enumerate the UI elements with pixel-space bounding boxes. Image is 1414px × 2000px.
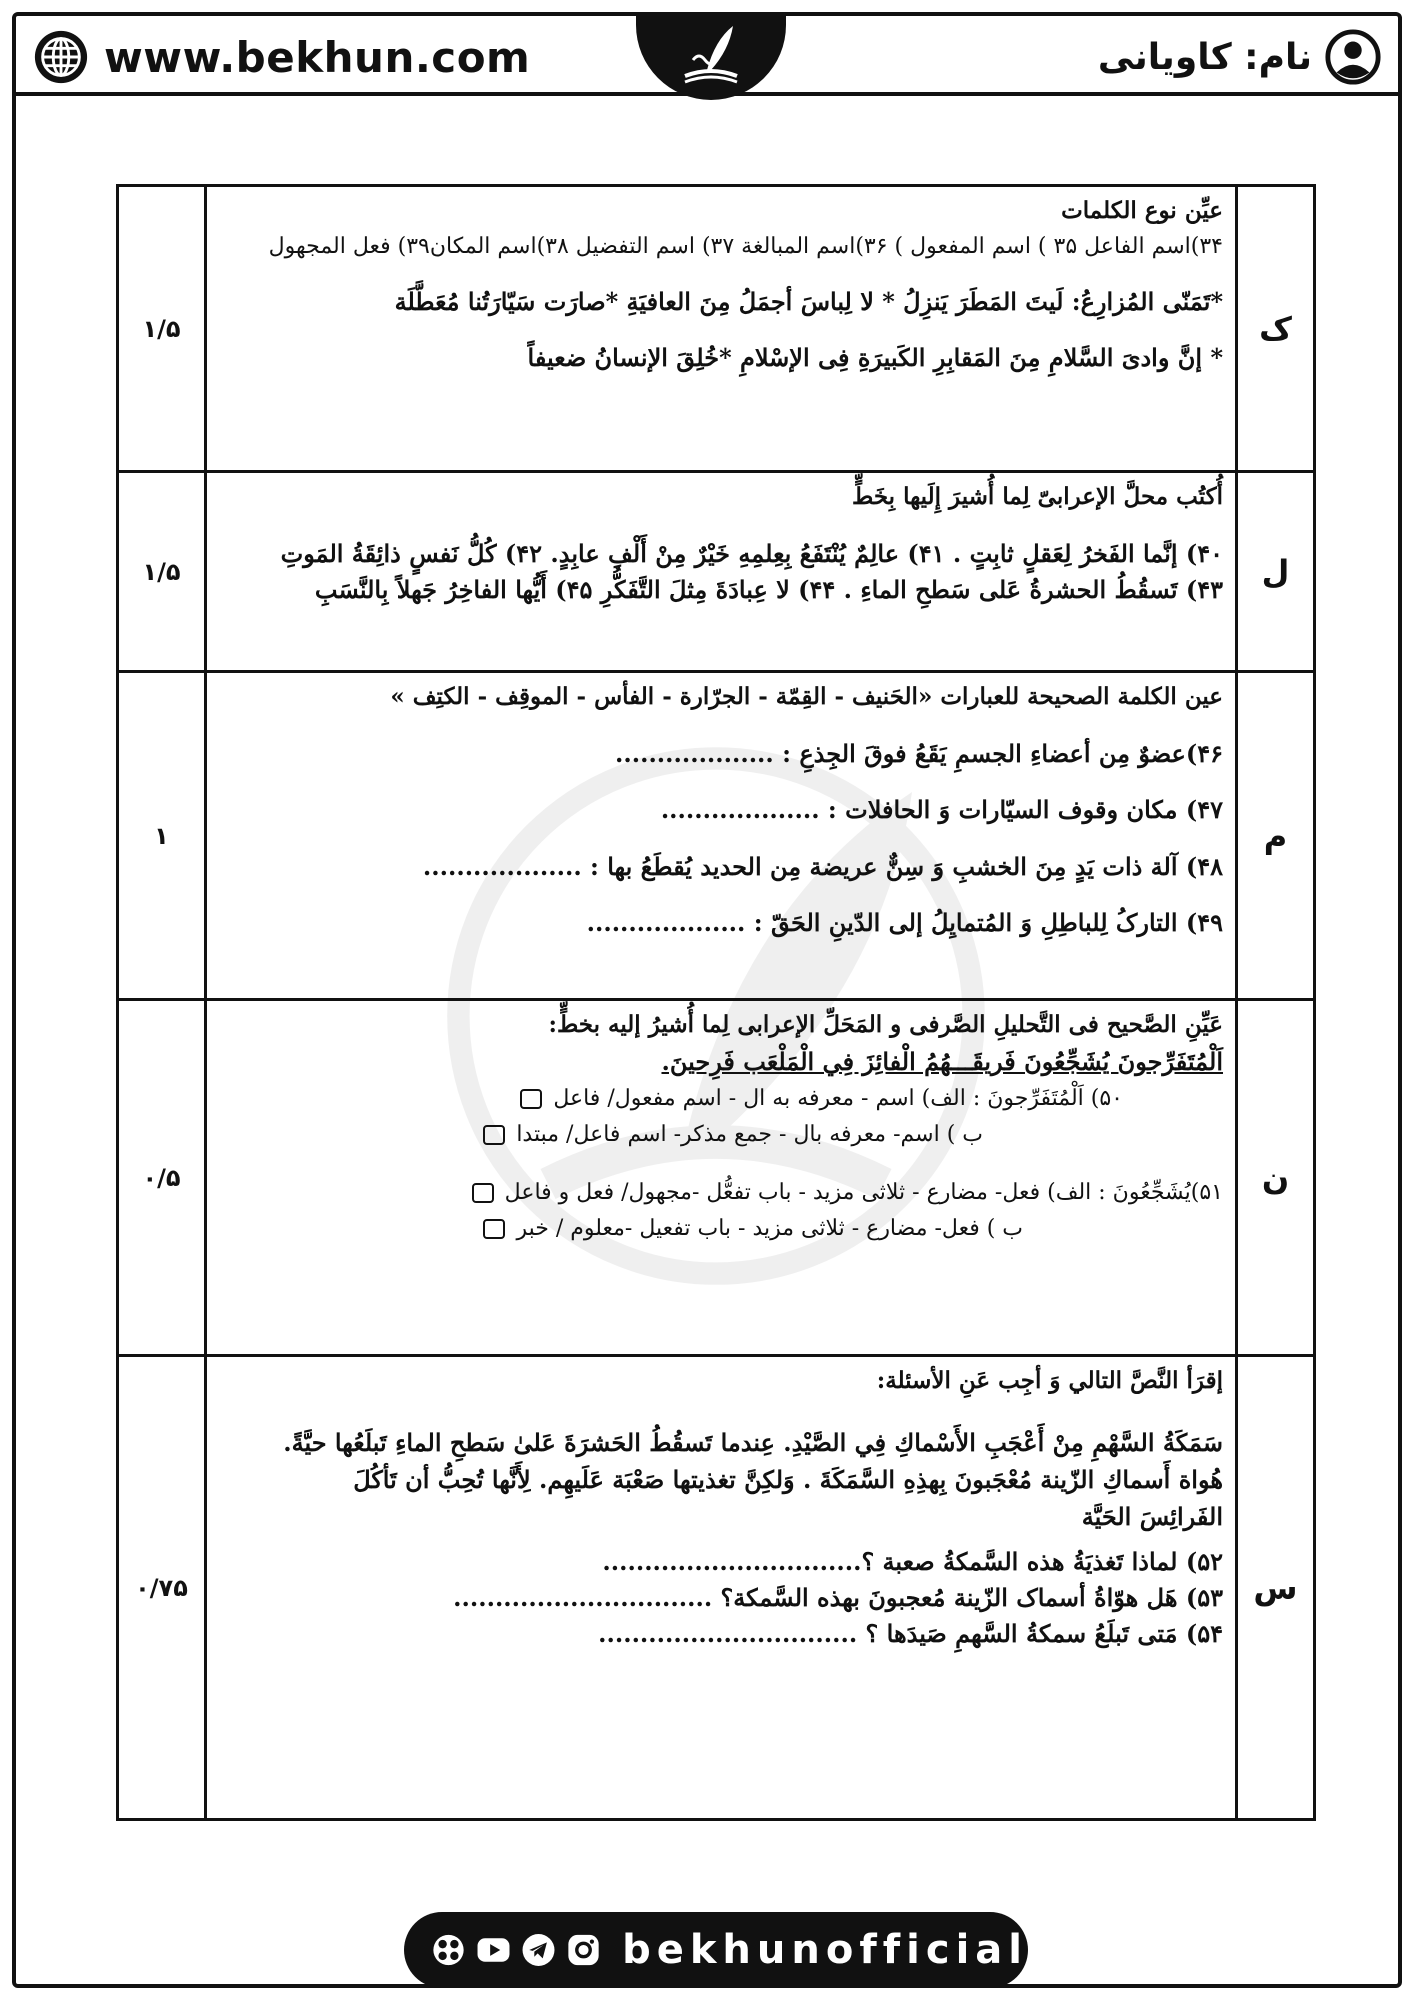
option-text: ب ) فعل- مضارع - ثلاثی مزید - باب تفعیل -معلوم / خبر (516, 1215, 1023, 1241)
section-score: ۱/۵ (118, 472, 206, 672)
question-title: أُکتُب محلَّ الإعرابیّ لِما أُشیرَ إِلَیها بِخَطٍّ (851, 483, 1223, 510)
exam-table (116, 184, 1316, 1821)
reading-paragraph (219, 1424, 1223, 1536)
website-url[interactable]: www.bekhun.com (104, 32, 531, 82)
feather-book-icon (671, 20, 751, 92)
question-title: عَیِّنِ الصَّحیح فی التَّحلیلِ الصَّرفی و المَحَلِّ الإعرابی لِما أُشیرُ إلیه بخطٍّ: (548, 1011, 1223, 1038)
page-frame (12, 12, 1402, 1988)
student-name: نام: کاویانی (1097, 36, 1312, 78)
section-letter: ن (1237, 1000, 1315, 1356)
comprehension-question[interactable]: ۵۳) هَل هوّاةُ أسماک الزّینة مُعجبونَ بهذه السَّمکة؟ ............................... (453, 1583, 1223, 1612)
aparat-icon[interactable] (430, 1928, 467, 1972)
section-score: ۱ (118, 672, 206, 1000)
option-row (219, 1084, 1223, 1114)
section-letter: ل (1237, 472, 1315, 672)
section-content (206, 186, 1237, 472)
page-header (16, 16, 1398, 96)
sentence-line: * إنَّ وادیَ السَّلامِ مِنَ المَقابِرِ الکَبیرَةِ فِی الإسْلامِ *خُلِقَ الإنسانُ ضعیفاً (527, 343, 1223, 373)
option-row (219, 1120, 1223, 1150)
instagram-icon[interactable] (565, 1928, 602, 1972)
brand-logo (636, 12, 786, 100)
paragraph-line: سَمَکَةُ السَّهْمِ مِنْ أَعْجَبِ الأَسْماكِ فِي الصَّيْدِ. عِندما تَسقُطُ الحَشرَةَ عَلیٰ سَطحِ الماءِ تَبلَعُها حیَّةً. (283, 1428, 1223, 1458)
question-title: عیِّن نوع الکلمات (1061, 197, 1223, 224)
telegram-icon[interactable] (520, 1928, 557, 1972)
section-score: ۰/۷۵ (118, 1356, 206, 1820)
youtube-icon[interactable] (475, 1928, 512, 1972)
option-checkbox[interactable] (520, 1089, 542, 1109)
section-content (206, 1356, 1237, 1820)
section-n (118, 1000, 1315, 1356)
globe-icon (32, 28, 90, 86)
sentence-line: ۴۳) تَسقُطُ الحشرةُ عَلی سَطحِ الماءِ . ۴۴) لا عِبادَةَ مِثلَ التَّفَکُّرِ ۴۵) أَیُّها الفاخِرُ جَهلاً بِالنَّسَبِ (314, 575, 1223, 605)
comprehension-question[interactable]: ۵۲) لماذا تَغذیَةُ هذه السَّمکةُ صعبة ؟............................... (602, 1546, 1223, 1576)
section-letter: ک (1237, 186, 1315, 472)
section-m (118, 672, 1315, 1000)
sentence-line: *تَمَنّی المُزارِعُ: لَیتَ المَطَرَ یَنزِلُ * لا لِباسَ أجمَلُ مِنَ العافیَةِ *صارَت سَیّارَتُنا مُعَطَّلَة (394, 286, 1223, 316)
word-types-list: ۳۴)اسم الفاعل ۳۵ ) اسم المفعول ) ۳۶)اسم المبالغة ۳۷) اسم التفضیل ۳۸)اسم المکان۳۹) فعل المجهول (268, 234, 1223, 260)
fill-in-question[interactable]: ۴۸) آلة ذات یَدٍ مِنَ الخشبِ وَ سِنٌّ عریضة مِن الحدید یُقطَعُ بها : ................... (422, 851, 1223, 881)
section-score: ۰/۵ (118, 1000, 206, 1356)
section-content (206, 1000, 1237, 1356)
fill-in-question[interactable]: ۴۶)عضوٌ مِن أعضاءِ الجسمِ یَقَعُ فوقَ الجِذعِ : ................... (615, 739, 1223, 769)
option-row (219, 1214, 1223, 1244)
section-score: ۱/۵ (118, 186, 206, 472)
analysis-sentence: اَلْمُتَفَرِّجونَ یُشَجِّعُونَ فَریقَـــهُمُ الْفائِزَ فِي الْمَلْعَب فَرِحینَ. (661, 1047, 1223, 1077)
fill-in-question[interactable]: ۴۹) التارکُ لِلباطِلِ وَ المُتمایِلُ إلی الدّینِ الحَقّ : ................... (586, 908, 1223, 938)
section-content (206, 472, 1237, 672)
paragraph-line: الفَرائِسَ الحَيَّة (1081, 1502, 1223, 1532)
section-l (118, 472, 1315, 672)
option-text: ۵۱)یُشَجِّعُونَ : الف) فعل- مضارع - ثلاثی مزید - باب تفعُّل -مجهول/ فعل و فاعل (504, 1179, 1223, 1205)
option-row (219, 1178, 1223, 1208)
option-text: ب ) اسم- معرفه بال - جمع مذکر- اسم فاعل/ مبتدا (516, 1122, 983, 1148)
footer-social-bar (404, 1912, 1028, 1988)
option-checkbox[interactable] (483, 1125, 505, 1145)
social-handle[interactable]: bekhunofficial (622, 1927, 1028, 1973)
option-checkbox[interactable] (483, 1219, 505, 1239)
student-name-block (1098, 28, 1382, 86)
question-title: إقرَأ النَّصَّ التالي وَ أجِب عَنِ الأسئلة: (876, 1367, 1223, 1394)
website-block[interactable] (32, 28, 530, 86)
section-content (206, 672, 1237, 1000)
section-letter: م (1237, 672, 1315, 1000)
paragraph-line: هُواة أَسماكِ الزّينة مُعْجَبونَ بِهذِهِ السَّمَكَةَ . وَلكِنَّ تغذيتها صَعْبَة عَلَيهِم. لِأَنَّها تُحِبُّ أن تَأكُلَ (353, 1465, 1223, 1495)
user-icon (1324, 28, 1382, 86)
question-title: عین الکلمة الصحیحة للعبارات «الحَنیف - القِمّة - الجرّارة - الفأس - الموقِف - الکتِف » (390, 683, 1223, 710)
sentence-line: ۴۰) إنَّما الفَخرُ لِعَقلٍ ثابِتٍ . ۴۱) عالِمٌ یُنْتَفَعُ بِعِلمِهِ خَیْرٌ مِنْ أَلْفِ عابِدٍ. ۴۲) کُلُّ نَفسٍ ذائِقَةُ المَوتِ (280, 539, 1223, 569)
fill-in-question[interactable]: ۴۷) مکان وقوف السیّارات وَ الحافلات : ................... (660, 795, 1223, 825)
section-s (118, 1356, 1315, 1820)
section-letter: س (1237, 1356, 1315, 1820)
comprehension-question[interactable]: ۵۴) مَتی تَبلَعُ سمکةُ السَّهمِ صَیدَها ؟ ............................... (598, 1619, 1223, 1649)
option-text: ۵۰) اَلْمُتَفَرِّجونَ : الف) اسم - معرفه به ال - اسم مفعول/ فاعل (553, 1086, 1123, 1112)
option-checkbox[interactable] (472, 1183, 494, 1203)
section-k (118, 186, 1315, 472)
